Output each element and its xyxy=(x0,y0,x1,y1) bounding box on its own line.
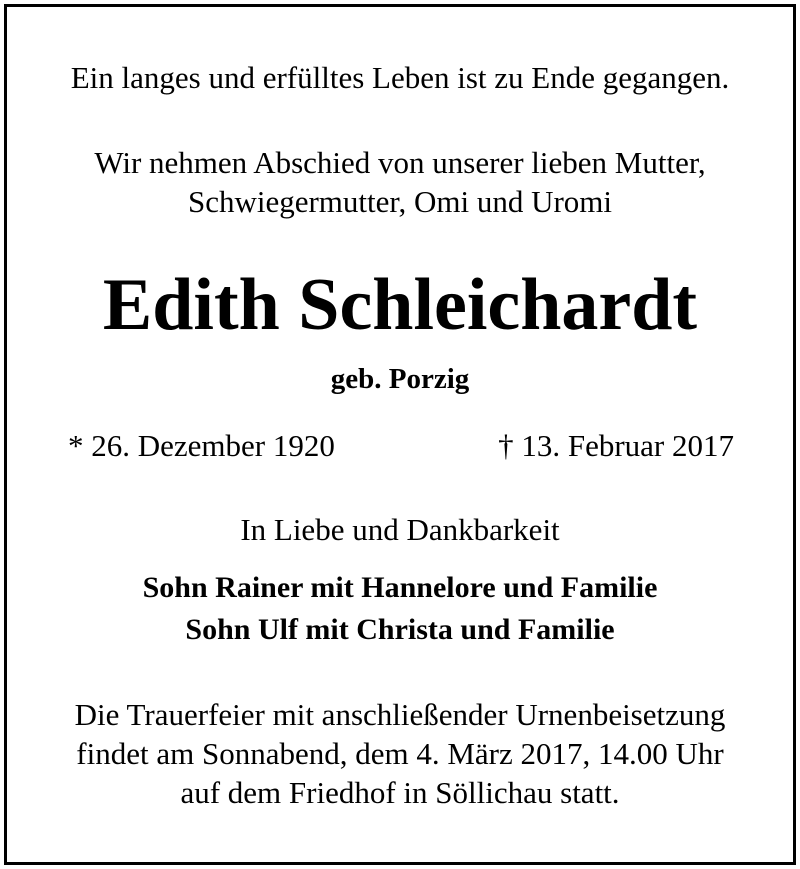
intro-text: Ein langes und erfülltes Leben ist zu Ende gegangen. xyxy=(70,60,730,95)
service-line-2: findet am Sonnabend, dem 4. März 2017, 14.00 Uhr xyxy=(76,736,724,771)
deceased-name: Edith Schleichardt xyxy=(102,264,698,346)
family-line-1: Sohn Rainer mit Hannelore und Familie xyxy=(142,571,658,604)
maiden-name: geb. Porzig xyxy=(330,363,470,395)
family-line-2: Sohn Ulf mit Christa und Familie xyxy=(185,613,615,646)
birth-date: * 26. Dezember 1920 xyxy=(68,428,335,463)
gratitude-text: In Liebe und Dankbarkeit xyxy=(240,512,560,547)
death-date: † 13. Februar 2017 xyxy=(498,428,734,463)
service-line-3: auf dem Friedhof in Söllichau statt. xyxy=(180,775,620,810)
service-line-1: Die Trauerfeier mit anschließender Urnenbeisetzung xyxy=(74,697,726,732)
farewell-line-2: Schwiegermutter, Omi und Uromi xyxy=(187,184,613,219)
farewell-line-1: Wir nehmen Abschied von unserer lieben Mutter, xyxy=(94,145,706,180)
life-dates xyxy=(0,430,800,466)
